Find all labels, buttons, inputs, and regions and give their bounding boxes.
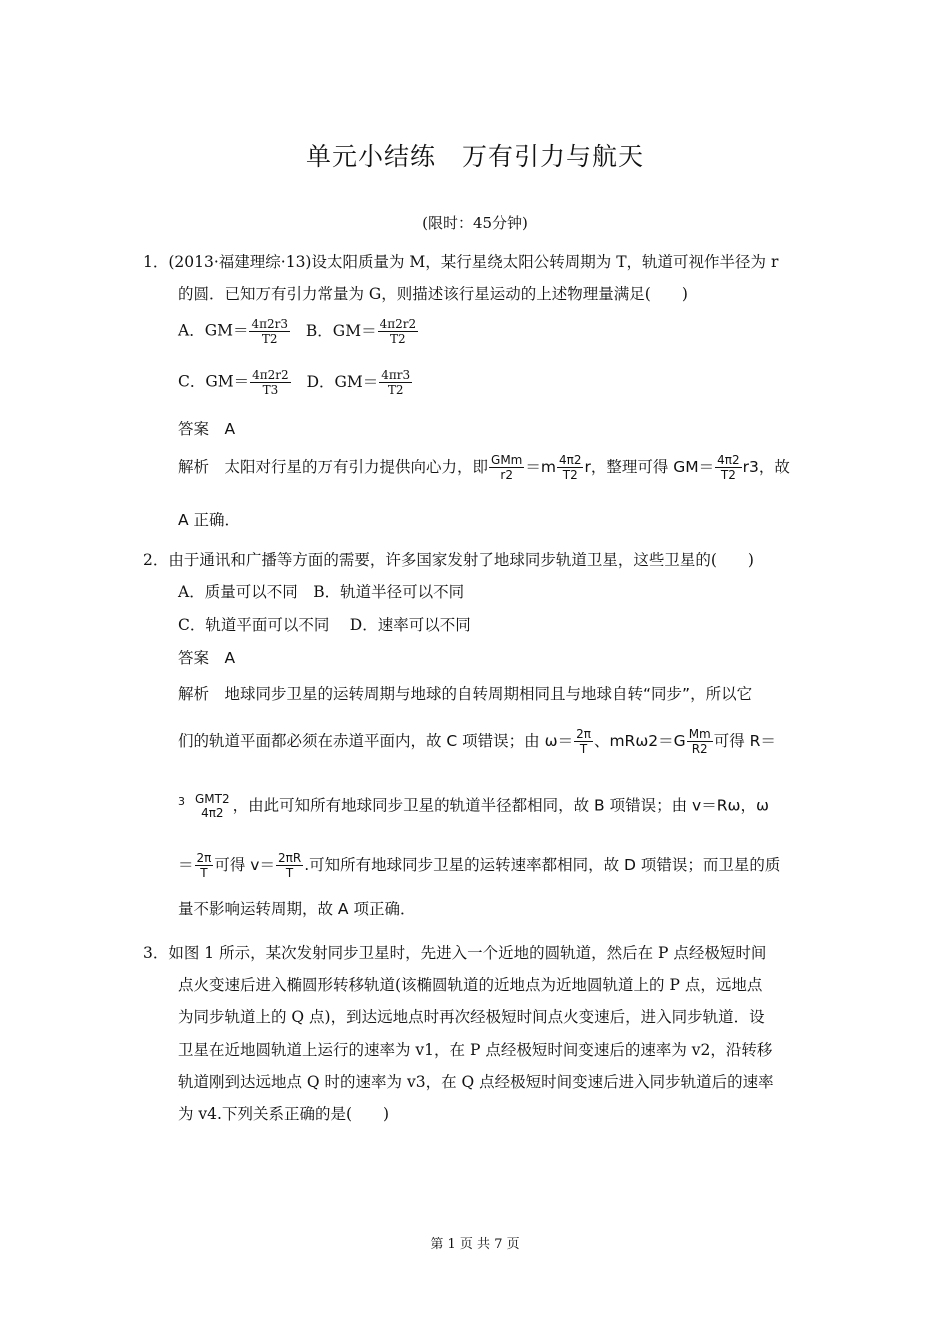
q1-option-a: A．GM＝ xyxy=(178,321,249,340)
q2-explanation-line1: 解析 地球同步卫星的运转周期与地球的自转周期相同且与地球自转“同步”，所以它 xyxy=(178,685,753,703)
q3-stem-line2: 点火变速后进入椭圆形转移轨道(该椭圆轨道的近地点为近地圆轨道上的 P 点，远地点 xyxy=(178,976,763,994)
q1-explanation-line2: A 正确． xyxy=(178,511,241,529)
q1-option-a-fraction: $\frac{4\pi 2r3}{T2}$ xyxy=(251,317,288,346)
q1-options-cd xyxy=(178,368,413,397)
q2-answer: 答案 A xyxy=(178,649,236,667)
q3-stem-line3: 为同步轨道上的 Q 点)，到达远地点时再次经极短时间点火变速后，进入同步轨道．设 xyxy=(178,1008,765,1026)
q2-stem: 2．由于通讯和广播等方面的需要，许多国家发射了地球同步轨道卫星，这些卫星的( ) xyxy=(143,551,754,569)
q2-explanation-line2: 们的轨道平面都必须在赤道平面内，故 C 项错误；由 ω＝ $\frac{2\pi}{T}$ 、mRω2＝G $\frac{Mm}{R2}$ 可得 R＝ xyxy=(178,727,776,756)
time-limit: (限时：45分钟) xyxy=(422,214,528,232)
q1-stem-line2: 的圆．已知万有引力常量为 G，则描述该行星运动的上述物理量满足( ) xyxy=(178,285,688,303)
q1-option-d-fraction: $\frac{4\pi r3}{T2}$ xyxy=(381,368,411,397)
q3-stem-line4: 卫星在近地圆轨道上运行的速率为 v1，在 P 点经极短时间变速后的速率为 v2，沿转移 xyxy=(178,1041,773,1059)
q3-stem-line5: 轨道刚到达远地点 Q 时的速率为 v3，在 Q 点经极短时间变速后进入同步轨道后的速率 xyxy=(178,1073,774,1091)
q3-stem-line6: 为 v4.下列关系正确的是( ) xyxy=(178,1105,390,1123)
q1-option-b-fraction: $\frac{4\pi 2r2}{T2}$ xyxy=(379,317,417,346)
q2-explanation-line3: $^3$ GMT2 4π2 ，由此可知所有地球同步卫星的轨道半径都相同，故 B 项错误；由 v＝Rω，ω xyxy=(178,792,769,820)
q1-explanation-line1: 解析 太阳对行星的万有引力提供向心力，即 $\frac{\text{GMm}}{r2}$ ＝m $\frac{4\pi 2}{T2}$ r，整理可得 GM＝ $\frac{4\pi 2}{T2}$ r3，故 xyxy=(178,453,790,482)
q2-explanation-line5: 量不影响运转周期，故 A 项正确． xyxy=(178,900,416,918)
q2-explanation-line4: ＝ $\frac{2\pi}{T}$ 可得 v＝ $\frac{2\pi R}{T}$ .可知所有地球同步卫星的运转速率都相同，故 D 项错误；而卫星的质 xyxy=(178,851,781,880)
page-footer: 第 1 页 共 7 页 xyxy=(430,1237,520,1252)
q1-stem-line1: 1．(2013·福建理综·13)设太阳质量为 M，某行星绕太阳公转周期为 T，轨道可视作半径为 r xyxy=(143,253,779,271)
page-title: 单元小结练 万有引力与航天 xyxy=(305,142,644,171)
q1-option-d: D．GM＝ xyxy=(306,372,379,391)
q3-stem-line1: 3．如图 1 所示，某次发射同步卫星时，先进入一个近地的圆轨道，然后在 P 点经极短时间 xyxy=(143,944,767,962)
q1-option-b: B．GM＝ xyxy=(305,321,377,340)
q2-options-cd: C．轨道平面可以不同 D．速率可以不同 xyxy=(178,616,471,634)
q1-option-c: C．GM＝ xyxy=(178,372,250,391)
q1-options-ab xyxy=(178,317,419,346)
q1-option-c-fraction: $\frac{4\pi 2r2}{T3}$ xyxy=(252,368,289,397)
q1-answer: 答案 A xyxy=(178,420,236,438)
q2-options-ab: A．质量可以不同 B．轨道半径可以不同 xyxy=(178,583,465,601)
